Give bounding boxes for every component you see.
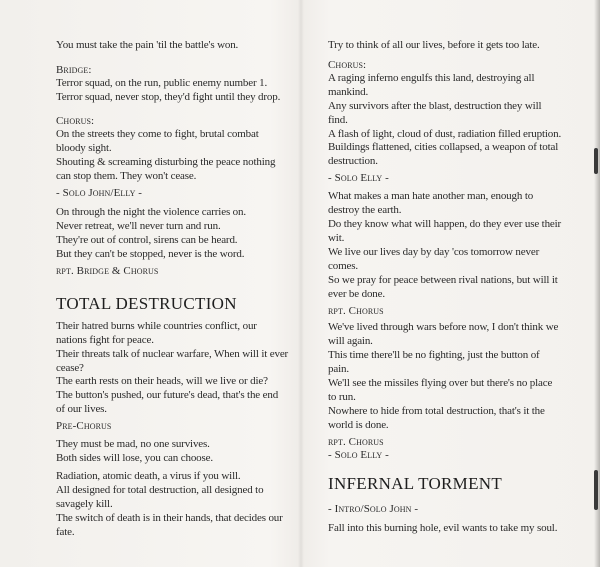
section-label-pre-chorus: Pre-Chorus <box>56 420 112 432</box>
booklet-edge-notch <box>594 148 598 174</box>
lyric-line: can stop them. They won't cease. <box>56 170 197 182</box>
lyric-line: will again. <box>328 335 373 347</box>
lyric-line: Terror squad, on the run, public enemy number 1. <box>56 77 268 89</box>
lyric-line: They're out of control, sirens can be heard. <box>56 234 238 246</box>
lyric-line: find. <box>328 114 348 126</box>
song-title: INFERNAL TORMENT <box>328 474 503 493</box>
lyric-line: world is done. <box>328 419 389 431</box>
lyric-line: wit. <box>328 232 345 244</box>
section-label-solo: - Solo John/Elly - <box>56 187 143 199</box>
lyric-line: to run. <box>328 391 356 403</box>
booklet-fold <box>298 0 304 567</box>
lyric-line: We live our lives day by day 'cos tomorrow never <box>328 246 540 258</box>
lyric-line: mankind. <box>328 86 369 98</box>
lyric-line: nations fight for peace. <box>56 334 154 346</box>
lyric-line: Any survivors after the blast, destruction they will <box>328 100 542 112</box>
lyric-line: destroy the earth. <box>328 204 402 216</box>
lyric-line: pain. <box>328 363 349 375</box>
lyric-line: But they can't be stopped, never is the word. <box>56 248 245 260</box>
lyric-line: Do they know what will happen, do they ever use their <box>328 218 562 230</box>
lyric-line: Buildings flattened, cities collapsed, a weapon of total <box>328 141 559 153</box>
lyric-line: comes. <box>328 260 358 272</box>
song-title: TOTAL DESTRUCTION <box>56 294 237 313</box>
lyric-line: This time there'll be no fighting, just the button of <box>328 349 540 361</box>
lyric-line: We'll see the missiles flying over but there's no place <box>328 377 553 389</box>
lyric-line: Radiation, atomic death, a virus if you will. <box>56 470 241 482</box>
lyric-line: bloody sight. <box>56 142 112 154</box>
booklet-edge-notch <box>594 470 598 510</box>
lyric-line: You must take the pain 'til the battle's won. <box>56 39 239 51</box>
lyric-line: Terror squad, never stop, they'd fight until they drop. <box>56 91 281 103</box>
section-label-intro: - Intro/Solo John - <box>328 503 419 515</box>
lyric-line: Never retreat, we'll never turn and run. <box>56 220 221 232</box>
lyric-line: Both sides will lose, you can choose. <box>56 452 213 464</box>
lyric-line: We've lived through wars before now, I don't think we <box>328 321 559 333</box>
section-label-solo: - Solo Elly - <box>328 449 389 461</box>
section-label-chorus: Chorus: <box>328 59 367 71</box>
repeat-note: rpt. Chorus <box>328 436 384 448</box>
lyric-line: On through the night the violence carries on. <box>56 206 246 218</box>
lyric-line: cease? <box>56 362 84 374</box>
lyric-line: A flash of light, cloud of dust, radiation filled eruption. <box>328 128 562 140</box>
lyric-line: All designed for total destruction, all designed to <box>56 484 264 496</box>
lyric-line: Their threats talk of nuclear warfare, When will it ever <box>56 348 289 360</box>
lyric-line: They must be mad, no one survives. <box>56 438 210 450</box>
lyric-line: destruction. <box>328 155 378 167</box>
lyric-line: A raging inferno engulfs this land, destroying all <box>328 72 535 84</box>
section-label-bridge: Bridge: <box>56 64 92 76</box>
repeat-note: rpt. Bridge & Chorus <box>56 265 159 277</box>
lyric-line: fate. <box>56 526 75 538</box>
lyric-line: Shouting & screaming disturbing the peace nothing <box>56 156 276 168</box>
lyric-line: On the streets they come to fight, brutal combat <box>56 128 259 140</box>
lyric-line: What makes a man hate another man, enough to <box>328 190 534 202</box>
section-label-solo: - Solo Elly - <box>328 172 389 184</box>
repeat-note: rpt. Chorus <box>328 305 384 317</box>
lyric-line: The earth rests on their heads, will we live or die? <box>56 375 268 387</box>
lyric-line: Fall into this burning hole, evil wants to take my soul. <box>328 522 558 534</box>
lyric-line: Their hatred burns while countries conflict, our <box>56 320 257 332</box>
lyric-line: The button's pushed, our future's dead, that's the end <box>56 389 279 401</box>
lyric-line: savagely kill. <box>56 498 113 510</box>
lyric-line: Try to think of all our lives, before it gets too late. <box>328 39 540 51</box>
lyric-line: The switch of death is in their hands, that decides our <box>56 512 283 524</box>
lyric-line: ever be done. <box>328 288 385 300</box>
lyric-line: Nowhere to hide from total destruction, that's it the <box>328 405 545 417</box>
lyric-line: of our lives. <box>56 403 107 415</box>
section-label-chorus: Chorus: <box>56 115 95 127</box>
lyric-line: So we pray for peace between rival nations, but will it <box>328 274 558 286</box>
